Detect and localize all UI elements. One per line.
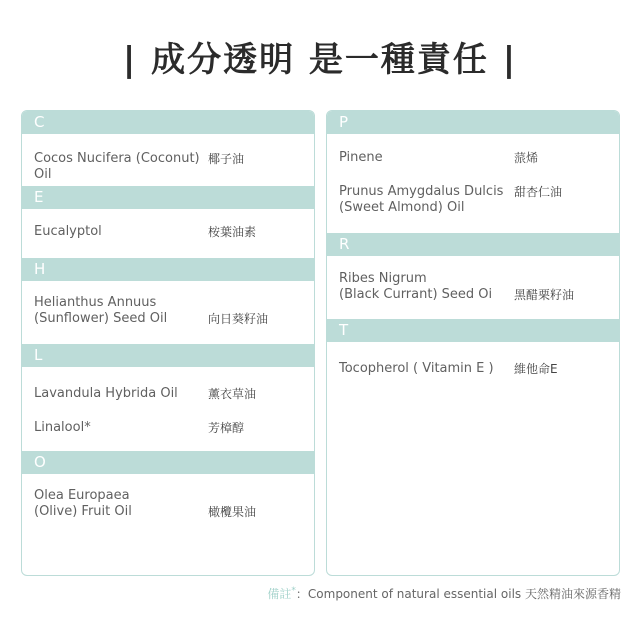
ingredient-zh: 甜杏仁油 (514, 185, 563, 199)
ingredient-zh: 橄欖果油 (208, 505, 257, 519)
ingredient-zh: 薰衣草油 (208, 387, 257, 401)
section-header-o: O (22, 451, 314, 474)
section-header-h: H (22, 258, 314, 281)
footnote (267, 582, 621, 603)
ingredient-zh: 桉葉油素 (208, 225, 257, 239)
ingredient-zh: 椰子油 (208, 152, 245, 166)
section-header-e: E (22, 186, 314, 209)
ingredient-zh: 黑醋栗籽油 (514, 288, 575, 302)
footnote-label: 備註 (267, 587, 292, 601)
ingredient-zh: 芳樟醇 (208, 421, 245, 435)
footnote-text-zh: 天然精油來源香精 (524, 587, 621, 601)
ingredient-en: Linalool* (34, 420, 91, 435)
ingredient-panel-left (21, 110, 315, 576)
ingredient-zh: 維他命E (514, 362, 558, 376)
section-header-t: T (327, 319, 619, 342)
footnote-star: * (291, 586, 296, 596)
page-title: | 成分透明 是一種責任 | (122, 40, 518, 80)
section-header-r: R (327, 233, 619, 256)
ingredient-en-line2: (Olive) Fruit Oil (34, 504, 132, 519)
footnote-text-en: Component of natural essential oils (307, 587, 522, 601)
ingredient-en-line1: Helianthus Annuus (34, 295, 157, 310)
section-header-p: P (327, 111, 619, 134)
ingredient-en-line2: (Sunflower) Seed Oil (34, 311, 168, 326)
ingredient-en: Pinene (339, 150, 383, 165)
ingredient-en-line2: (Black Currant) Seed Oi (339, 287, 493, 302)
ingredient-en-line1: Olea Europaea (34, 488, 130, 503)
ingredient-en-line1: Prunus Amygdalus Dulcis (339, 184, 504, 199)
section-header-l: L (22, 344, 314, 367)
ingredient-panel-right (326, 110, 620, 576)
ingredient-en: Lavandula Hybrida Oil (34, 386, 178, 401)
ingredient-en: Tocopherol ( Vitamin E ) (339, 361, 494, 376)
section-header-c: C (22, 111, 314, 134)
ingredient-zh: 蒎烯 (514, 151, 539, 165)
footnote-colon: ： (295, 587, 308, 601)
ingredient-en-line1: Ribes Nigrum (339, 271, 427, 286)
ingredient-zh: 向日葵籽油 (208, 312, 269, 326)
ingredient-en-line2: (Sweet Almond) Oil (339, 200, 465, 215)
ingredient-en: Eucalyptol (34, 224, 102, 239)
ingredient-en: Cocos Nucifera (Coconut) Oil (34, 151, 200, 182)
